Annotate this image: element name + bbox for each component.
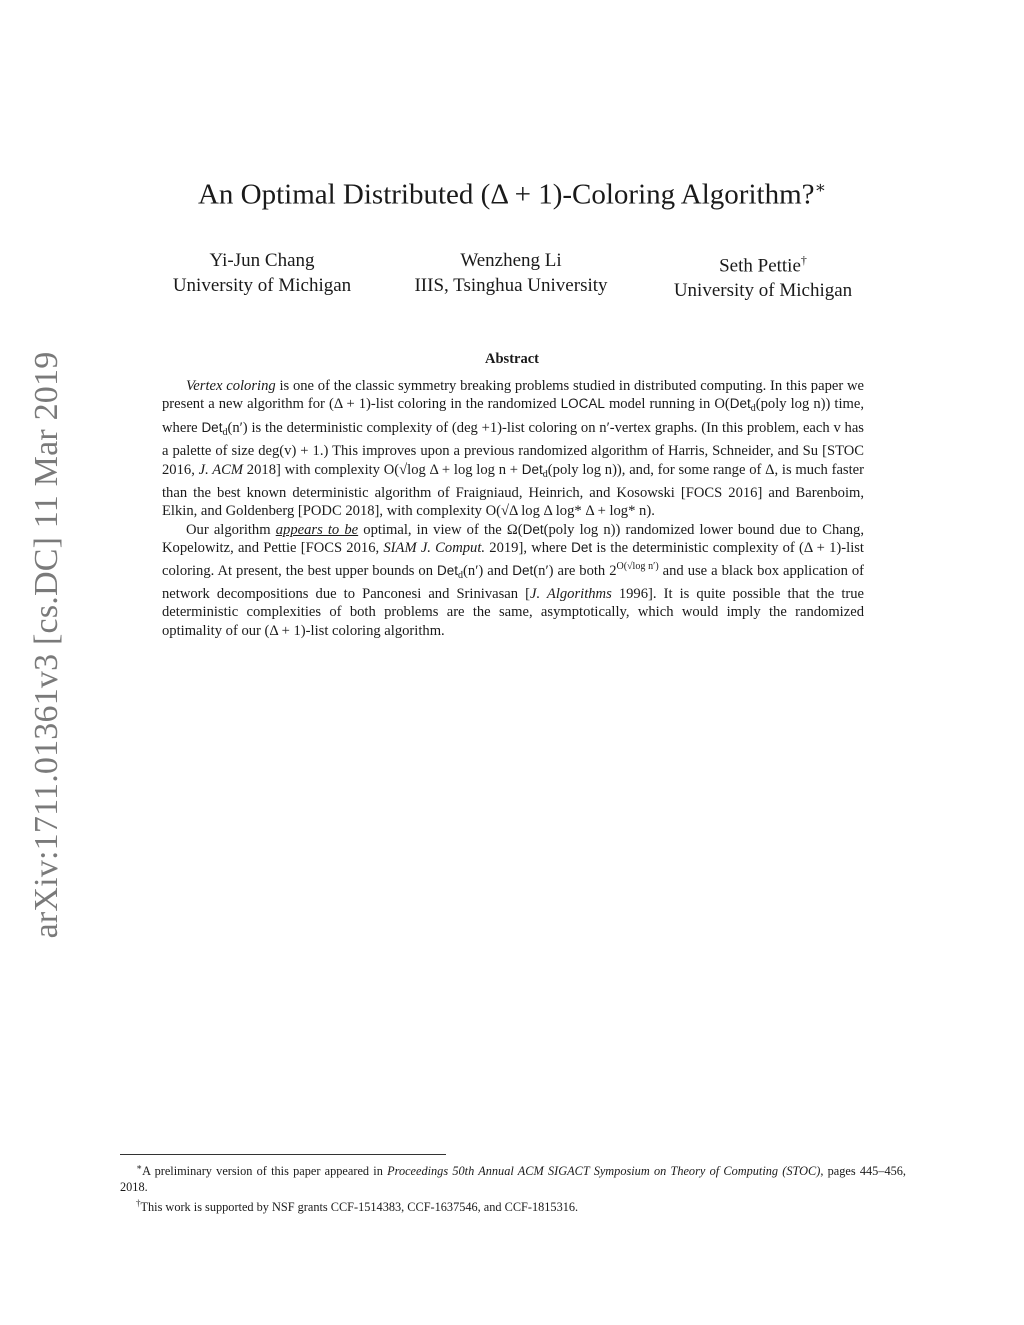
arxiv-identifier-text: arXiv:1711.01361v3 [cs.DC] 11 Mar 2019 bbox=[28, 351, 65, 939]
author-name: Yi-Jun Chang bbox=[209, 250, 315, 271]
abstract-body bbox=[162, 377, 864, 640]
det-symbol: Det bbox=[522, 521, 544, 537]
det-symbol: Det bbox=[201, 419, 223, 435]
abstract-text: is one of the classic symmetry breaking problems studied in distributed computing. In this paper we present a new algorithm for (Δ + 1)-list coloring in the randomized bbox=[162, 378, 864, 413]
journal-name: J. ACM bbox=[198, 461, 244, 478]
abstract-text: optimal, in view of the Ω( bbox=[358, 521, 523, 538]
footnotes bbox=[120, 1159, 906, 1215]
footnote-marker: † bbox=[136, 1198, 141, 1209]
footnote-marker: ∗ bbox=[136, 1162, 143, 1172]
paper-title-text: An Optimal Distributed (Δ + 1)-Coloring Algorithm? bbox=[197, 178, 815, 211]
journal-name: SIAM J. Comput. bbox=[383, 540, 486, 557]
det-symbol: Det bbox=[512, 562, 534, 578]
abstract-text: (poly log n)) time, where bbox=[162, 396, 864, 436]
abstract-text: 2018] with complexity O(√log Δ + log log n + bbox=[243, 461, 522, 478]
venue-name: Proceedings 50th Annual ACM SIGACT Symposium on Theory of Computing (STOC) bbox=[387, 1164, 821, 1179]
det-subscript: d bbox=[458, 569, 464, 581]
abstract-paragraph-2 bbox=[162, 521, 864, 640]
det-symbol: Det bbox=[571, 540, 593, 556]
title-footnote-marker: ∗ bbox=[814, 178, 827, 197]
det-subscript: d bbox=[750, 403, 756, 415]
abstract-text: Our algorithm bbox=[186, 521, 276, 538]
det-subscript: d bbox=[222, 426, 228, 438]
abstract-text: 1996]. It is quite possible that the true deterministic complexities of both problems are the same, asymptotically, which would imply the randomized optimality of our (Δ + 1)-list coloring algorithm. bbox=[162, 585, 865, 639]
author-block-1 bbox=[162, 248, 362, 298]
abstract-text: (n′) are both 2 bbox=[533, 562, 617, 579]
author-affiliation: University of Michigan bbox=[673, 280, 853, 302]
author-affiliation: IIIS, Tsinghua University bbox=[414, 275, 608, 296]
abstract-text: 2019], where bbox=[485, 540, 572, 557]
author-name: Seth Pettie bbox=[719, 255, 801, 277]
exponent: O(√log n′) bbox=[616, 560, 659, 572]
abstract-text: is the deterministic complexity of (Δ + 1)-list coloring. At present, the best upper bounds on bbox=[162, 540, 864, 579]
abstract-heading: Abstract bbox=[485, 351, 539, 367]
author-block-3 bbox=[660, 248, 866, 303]
footnote-text: , pages 445–456, 2018. bbox=[120, 1164, 907, 1195]
footnote-2 bbox=[120, 1195, 906, 1215]
abstract-text: (n′) is the deterministic complexity of (deg +1)-list coloring on n′-vertex graphs. (In this problem, each v has a palette of size deg(v) + 1.) This improves upon a previous randomized algorithm of Harris, Schneider, and Su [STOC 2016, bbox=[162, 419, 864, 478]
paper-title bbox=[0, 178, 1024, 212]
footnote-1 bbox=[120, 1159, 906, 1195]
det-symbol: Det bbox=[521, 461, 543, 477]
arxiv-identifier-stamp bbox=[24, 350, 70, 940]
det-symbol: Det bbox=[437, 562, 459, 578]
abstract-paragraph-1 bbox=[162, 377, 864, 521]
journal-name: J. Algorithms bbox=[529, 585, 612, 602]
abstract-text: (poly log n)), and, for some range of Δ, is much faster than the best known deterministic algorithm of Fraigniaud, Heinrich, and Kosowski [FOCS 2016] and Barenboim, Elkin, and Goldenberg [PODC 2018], with complexity O(√Δ log Δ log* Δ + log* n). bbox=[162, 461, 864, 520]
model-name: LOCAL bbox=[560, 396, 605, 412]
det-symbol: Det bbox=[729, 396, 751, 412]
footnote-divider bbox=[120, 1154, 446, 1155]
abstract-text: and use a black box application of network decompositions due to Panconesi and Srinivasan [ bbox=[162, 562, 865, 602]
det-subscript: d bbox=[542, 468, 548, 480]
author-affiliation: University of Michigan bbox=[172, 275, 352, 296]
abstract-text: (poly log n)) randomized lower bound due to Chang, Kopelowitz, and Pettie [FOCS 2016, bbox=[162, 521, 864, 557]
author-footnote-marker: † bbox=[800, 253, 807, 267]
author-name: Wenzheng Li bbox=[460, 250, 562, 271]
footnote-text: A preliminary version of this paper appeared in bbox=[142, 1164, 388, 1179]
abstract-text: (n′) and bbox=[463, 562, 513, 579]
author-block-2 bbox=[386, 248, 636, 298]
emphasis-text: appears to be bbox=[275, 521, 359, 538]
emphasis-text: Vertex coloring bbox=[186, 378, 276, 394]
footnote-text: This work is supported by NSF grants CCF-1514383, CCF-1637546, and CCF-1815316. bbox=[140, 1200, 579, 1215]
abstract-text: model running in O( bbox=[604, 396, 730, 413]
